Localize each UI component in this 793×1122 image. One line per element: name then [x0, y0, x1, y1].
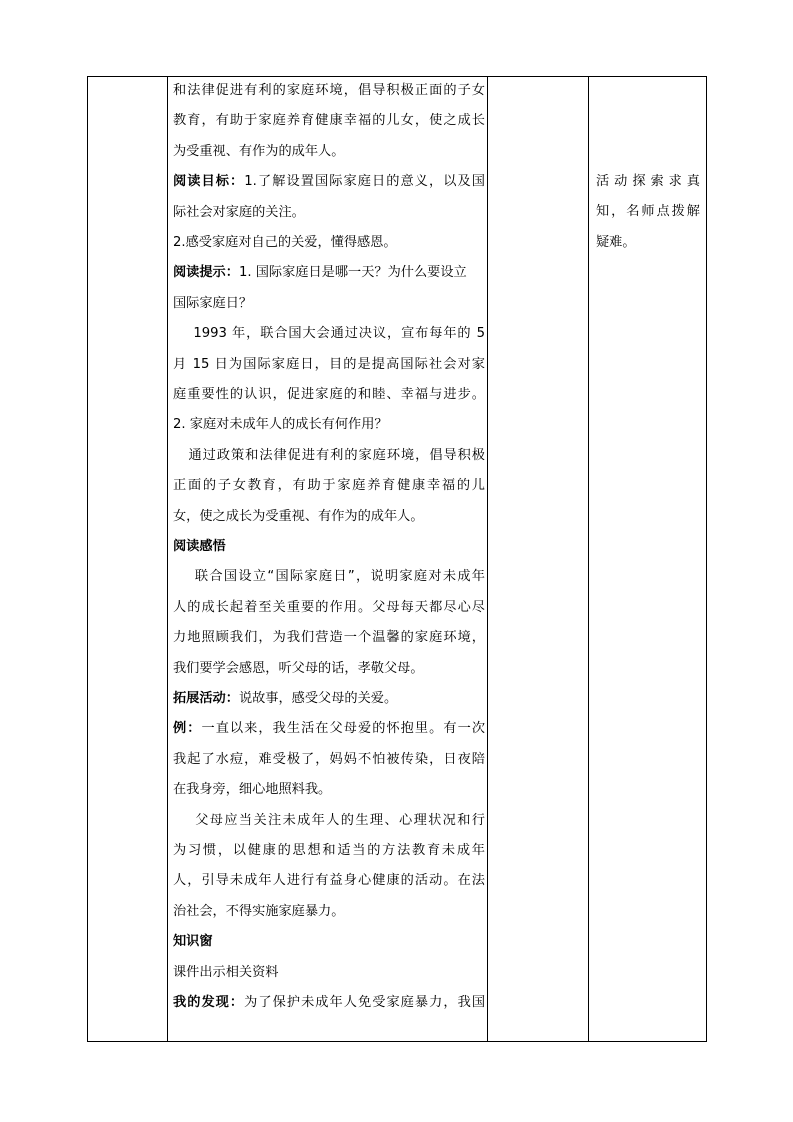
main-text-line — [173, 263, 485, 283]
main-text-line — [173, 659, 485, 679]
main-text-line — [173, 780, 485, 800]
section-label: 例： — [173, 721, 202, 737]
line-text: 月 15 日为国际家庭日，目的是提高国际社会对家 — [173, 356, 485, 372]
main-text-line — [173, 81, 485, 101]
section-label: 阅读提示： — [173, 265, 239, 281]
section-label: 阅读感悟 — [173, 539, 226, 554]
table-divider-3 — [588, 77, 589, 1041]
line-text: 父母应当关注未成年人的生理、心理状况和行 — [173, 812, 485, 828]
section-label: 阅读目标： — [173, 174, 245, 190]
line-text: 联合国设立“国际家庭日”，说明家庭对未成年 — [173, 569, 485, 585]
main-text-line — [173, 385, 485, 405]
line-text: 人，引导未成年人进行有益身心健康的活动。在法 — [173, 873, 485, 889]
main-text-line — [173, 719, 485, 739]
main-text-line — [173, 628, 485, 648]
line-text: 国际家庭日？ — [173, 295, 253, 311]
line-text: 教育，有助于家庭养育健康幸福的儿女，使之成长 — [173, 113, 485, 129]
line-text: 课件出示相关资料 — [173, 964, 279, 980]
line-text: 治社会，不得实施家庭暴力。 — [173, 903, 345, 919]
main-text-line — [173, 203, 485, 223]
section-label: 拓展活动： — [173, 691, 239, 706]
main-text-line — [173, 567, 485, 587]
table-divider-2 — [487, 77, 488, 1041]
line-text: 人的成长起着至关重要的作用。父母每天都尽心尽 — [173, 599, 485, 615]
line-text: 1.了解设置国际家庭日的意义，以及国 — [244, 174, 485, 190]
main-text-line — [173, 750, 485, 770]
section-label: 知识窗 — [173, 934, 213, 950]
main-text-line — [173, 871, 485, 891]
teaching-note-line: 知，名师点拨解 — [596, 204, 700, 220]
main-text-line — [173, 476, 485, 496]
line-text: 一直以来，我生活在父母爱的怀抱里。有一次 — [201, 721, 485, 737]
main-text-line — [173, 324, 485, 344]
line-text: 2.感受家庭对自己的关爱，懂得感恩。 — [173, 235, 397, 250]
line-text: 力地照顾我们，为我们营造一个温馨的家庭环境， — [173, 630, 485, 646]
line-text: 和法律促进有利的家庭环境，倡导积极正面的子女 — [173, 83, 485, 98]
line-text: 1993 年，联合国大会通过决议，宣布每年的 5 — [173, 326, 485, 342]
main-text-line — [173, 993, 485, 1013]
main-text-line — [173, 537, 485, 557]
line-text: 为了保护未成年人免受家庭暴力，我国 — [244, 995, 485, 1010]
main-text-line — [173, 689, 485, 709]
line-text: 际社会对家庭的关注。 — [173, 204, 305, 220]
main-text-line — [173, 932, 485, 952]
main-text-line — [173, 507, 485, 527]
main-text-line — [173, 415, 485, 435]
main-text-line — [173, 294, 485, 314]
line-text: 我起了水痘，难受极了，妈妈不怕被传染，日夜陪 — [173, 751, 485, 767]
main-text-line — [173, 963, 485, 983]
main-text-line — [173, 142, 485, 162]
line-text: 说故事，感受父母的关爱。 — [238, 691, 398, 706]
main-text-line — [173, 355, 485, 375]
main-text-line — [173, 233, 485, 253]
line-text: 为习惯，以健康的思想和适当的方法教育未成年 — [173, 843, 485, 858]
main-text-line — [173, 172, 485, 192]
line-text: 正面的子女教育，有助于家庭养育健康幸福的儿 — [173, 478, 485, 494]
line-text: 庭重要性的认识，促进家庭的和睦、幸福与进步。 — [173, 387, 485, 402]
main-text-line — [173, 902, 485, 922]
line-text: 我们要学会感恩，听父母的话，孝敬父母。 — [173, 660, 424, 676]
line-text: 为受重视、有作为的成年人。 — [173, 143, 345, 159]
line-text: 女，使之成长为受重视、有作为的成年人。 — [173, 508, 424, 524]
line-text: 1. 国际家庭日是哪一天？为什么要设立 — [238, 265, 467, 281]
main-text-line — [173, 811, 485, 831]
main-text-line — [173, 841, 485, 861]
main-text-line — [173, 446, 485, 466]
teaching-note-line: 活动探索求真 — [596, 174, 700, 189]
main-text-line — [173, 111, 485, 131]
section-label: 我的发现： — [173, 995, 245, 1010]
line-text: 在我身旁，细心地照料我。 — [173, 782, 332, 798]
main-text-line — [173, 598, 485, 618]
line-text: 通过政策和法律促进有利的家庭环境，倡导积极 — [173, 447, 485, 463]
table-divider-1 — [167, 77, 168, 1041]
line-text: 2. 家庭对未成年人的成长有何作用？ — [173, 417, 388, 433]
teaching-note-line: 疑难。 — [596, 234, 636, 250]
